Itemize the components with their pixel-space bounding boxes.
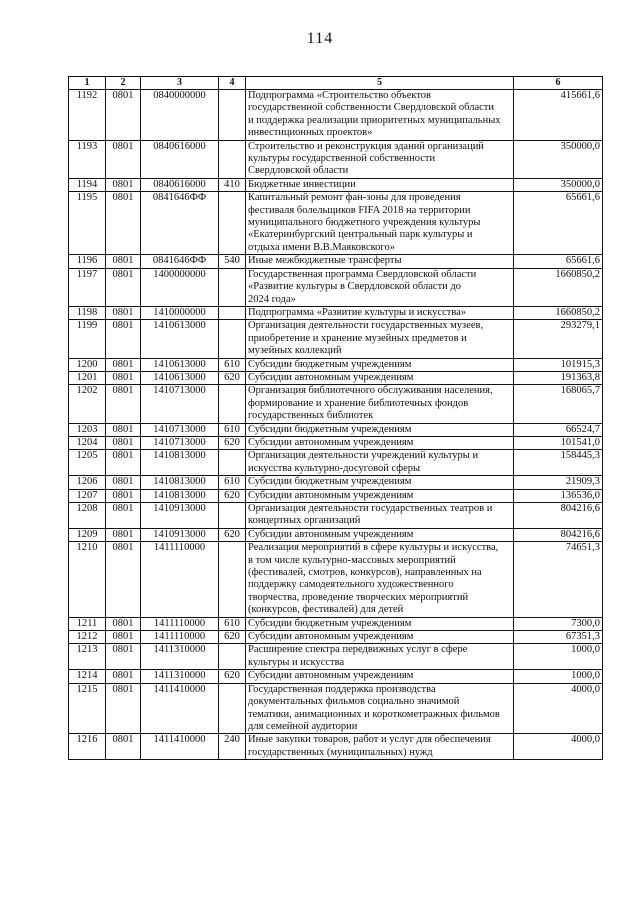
amount: 66524,7	[514, 423, 603, 436]
row-number: 1208	[69, 503, 106, 529]
expense-type-code: 620	[219, 631, 246, 644]
item-name: Государственная поддержка производства документальных фильмов социально значимой тематики, анимационных и короткометражных фильмов для семейной аудитории	[246, 683, 514, 734]
col-header-section: 2	[106, 77, 141, 90]
amount: 101915,3	[514, 358, 603, 371]
amount: 74651,3	[514, 542, 603, 617]
row-number: 1199	[69, 320, 106, 358]
expense-type-code: 410	[219, 178, 246, 191]
expense-type-code	[219, 140, 246, 178]
item-name: Бюджетные инвестиции	[246, 178, 514, 191]
section-code: 0801	[106, 436, 141, 449]
table-row	[69, 683, 603, 734]
target-article-code: 1410613000	[141, 320, 219, 358]
row-number: 1202	[69, 385, 106, 423]
expense-type-code	[219, 90, 246, 141]
col-header-target: 3	[141, 77, 219, 90]
section-code: 0801	[106, 542, 141, 617]
item-name: Субсидии бюджетным учреждениям	[246, 423, 514, 436]
target-article-code: 1410813000	[141, 450, 219, 476]
amount: 1000,0	[514, 644, 603, 670]
row-number: 1192	[69, 90, 106, 141]
table-row	[69, 320, 603, 358]
target-article-code: 1410000000	[141, 306, 219, 319]
table-row	[69, 528, 603, 541]
row-number: 1206	[69, 476, 106, 489]
expense-type-code: 610	[219, 358, 246, 371]
item-name: Организация деятельности учреждений культуры и искусства культурно-досуговой сферы	[246, 450, 514, 476]
amount: 67351,3	[514, 631, 603, 644]
expense-type-code	[219, 192, 246, 255]
budget-table	[68, 76, 603, 760]
table-row	[69, 670, 603, 683]
target-article-code: 0841646ФФ	[141, 192, 219, 255]
row-number: 1197	[69, 268, 106, 306]
section-code: 0801	[106, 450, 141, 476]
table-row	[69, 489, 603, 502]
row-number: 1198	[69, 306, 106, 319]
item-name: Строительство и реконструкция зданий организаций культуры государственной собственности Свердловской области	[246, 140, 514, 178]
amount: 804216,6	[514, 528, 603, 541]
expense-type-code: 240	[219, 734, 246, 760]
table-row	[69, 617, 603, 630]
target-article-code: 1411110000	[141, 631, 219, 644]
expense-type-code: 610	[219, 476, 246, 489]
amount: 168065,7	[514, 385, 603, 423]
row-number: 1207	[69, 489, 106, 502]
table-row	[69, 192, 603, 255]
amount: 191363,8	[514, 371, 603, 384]
col-header-amount: 6	[514, 77, 603, 90]
section-code: 0801	[106, 306, 141, 319]
section-code: 0801	[106, 358, 141, 371]
section-code: 0801	[106, 670, 141, 683]
expense-type-code: 610	[219, 617, 246, 630]
item-name: Капитальный ремонт фан-зоны для проведения фестиваля болельщиков FIFA 2018 на территории муниципального бюджетного учреждения культуры «Екатеринбургский центральный парк культуры и отдыха имени В.В.Маяковского»	[246, 192, 514, 255]
section-code: 0801	[106, 192, 141, 255]
table-row	[69, 358, 603, 371]
row-number: 1215	[69, 683, 106, 734]
item-name: Государственная программа Свердловской области «Развитие культуры в Свердловской области до 2024 года»	[246, 268, 514, 306]
row-number: 1210	[69, 542, 106, 617]
target-article-code: 1400000000	[141, 268, 219, 306]
row-number: 1212	[69, 631, 106, 644]
target-article-code: 1410613000	[141, 358, 219, 371]
item-name: Организация деятельности государственных театров и концертных организаций	[246, 503, 514, 529]
expense-type-code	[219, 306, 246, 319]
expense-type-code: 610	[219, 423, 246, 436]
target-article-code: 0840616000	[141, 178, 219, 191]
section-code: 0801	[106, 644, 141, 670]
item-name: Субсидии автономным учреждениям	[246, 631, 514, 644]
amount: 1000,0	[514, 670, 603, 683]
amount: 804216,6	[514, 503, 603, 529]
target-article-code: 1411410000	[141, 734, 219, 760]
expense-type-code	[219, 542, 246, 617]
row-number: 1211	[69, 617, 106, 630]
table-row	[69, 178, 603, 191]
expense-type-code: 620	[219, 436, 246, 449]
item-name: Подпрограмма «Строительство объектов государственной собственности Свердловской области и поддержка реализации приоритетных муниципальных инвестиционных проектов»	[246, 90, 514, 141]
amount: 415661,6	[514, 90, 603, 141]
section-code: 0801	[106, 268, 141, 306]
amount: 158445,3	[514, 450, 603, 476]
item-name: Субсидии бюджетным учреждениям	[246, 476, 514, 489]
amount: 350000,0	[514, 178, 603, 191]
item-name: Субсидии бюджетным учреждениям	[246, 617, 514, 630]
row-number: 1194	[69, 178, 106, 191]
table-row	[69, 631, 603, 644]
expense-type-code	[219, 268, 246, 306]
amount: 4000,0	[514, 683, 603, 734]
col-header-name: 5	[246, 77, 514, 90]
target-article-code: 1410913000	[141, 503, 219, 529]
expense-type-code: 620	[219, 371, 246, 384]
section-code: 0801	[106, 140, 141, 178]
amount: 136536,0	[514, 489, 603, 502]
expense-type-code	[219, 503, 246, 529]
section-code: 0801	[106, 255, 141, 268]
row-number: 1196	[69, 255, 106, 268]
section-code: 0801	[106, 476, 141, 489]
table-row	[69, 734, 603, 760]
target-article-code: 1410813000	[141, 476, 219, 489]
section-code: 0801	[106, 631, 141, 644]
target-article-code: 1410913000	[141, 528, 219, 541]
item-name: Субсидии бюджетным учреждениям	[246, 358, 514, 371]
col-header-num: 1	[69, 77, 106, 90]
row-number: 1214	[69, 670, 106, 683]
item-name: Иные межбюджетные трансферты	[246, 255, 514, 268]
target-article-code: 1411110000	[141, 617, 219, 630]
amount: 4000,0	[514, 734, 603, 760]
table-row	[69, 503, 603, 529]
table-row	[69, 140, 603, 178]
amount: 350000,0	[514, 140, 603, 178]
item-name: Организация деятельности государственных музеев, приобретение и хранение музейных предметов и музейных коллекций	[246, 320, 514, 358]
table-row	[69, 476, 603, 489]
row-number: 1203	[69, 423, 106, 436]
table-row	[69, 423, 603, 436]
row-number: 1201	[69, 371, 106, 384]
table-row	[69, 268, 603, 306]
col-header-type: 4	[219, 77, 246, 90]
section-code: 0801	[106, 178, 141, 191]
row-number: 1209	[69, 528, 106, 541]
target-article-code: 1410713000	[141, 423, 219, 436]
table-row	[69, 644, 603, 670]
row-number: 1213	[69, 644, 106, 670]
section-code: 0801	[106, 734, 141, 760]
item-name: Субсидии автономным учреждениям	[246, 489, 514, 502]
amount: 21909,3	[514, 476, 603, 489]
section-code: 0801	[106, 385, 141, 423]
section-code: 0801	[106, 90, 141, 141]
amount: 65661,6	[514, 192, 603, 255]
item-name: Реализация мероприятий в сфере культуры и искусства, в том числе культурно-массовых мероприятий (фестивалей, смотров, конкурсов), направленных на поддержку самодеятельного художественного творчества, проведение творческих мероприятий (конкурсов, фестивалей) для детей	[246, 542, 514, 617]
table-row	[69, 255, 603, 268]
amount: 101541,0	[514, 436, 603, 449]
item-name: Субсидии автономным учреждениям	[246, 528, 514, 541]
target-article-code: 1411110000	[141, 542, 219, 617]
section-code: 0801	[106, 423, 141, 436]
target-article-code: 1411310000	[141, 670, 219, 683]
section-code: 0801	[106, 320, 141, 358]
row-number: 1200	[69, 358, 106, 371]
table-row	[69, 306, 603, 319]
section-code: 0801	[106, 489, 141, 502]
section-code: 0801	[106, 528, 141, 541]
expense-type-code: 620	[219, 670, 246, 683]
expense-type-code	[219, 644, 246, 670]
amount: 293279,1	[514, 320, 603, 358]
target-article-code: 1411310000	[141, 644, 219, 670]
item-name: Организация библиотечного обслуживания населения, формирование и хранение библиотечных фондов государственных библиотек	[246, 385, 514, 423]
row-number: 1205	[69, 450, 106, 476]
target-article-code: 1410713000	[141, 385, 219, 423]
target-article-code: 0840616000	[141, 140, 219, 178]
amount: 65661,6	[514, 255, 603, 268]
item-name: Подпрограмма «Развитие культуры и искусства»	[246, 306, 514, 319]
page-number: 114	[306, 30, 334, 47]
expense-type-code: 620	[219, 528, 246, 541]
table-row	[69, 385, 603, 423]
item-name: Субсидии автономным учреждениям	[246, 670, 514, 683]
item-name: Расширение спектра передвижных услуг в сфере культуры и искусства	[246, 644, 514, 670]
table-row	[69, 90, 603, 141]
item-name: Иные закупки товаров, работ и услуг для обеспечения государственных (муниципальных) нужд	[246, 734, 514, 760]
expense-type-code: 620	[219, 489, 246, 502]
table-row	[69, 371, 603, 384]
amount: 1660850,2	[514, 306, 603, 319]
expense-type-code: 540	[219, 255, 246, 268]
row-number: 1216	[69, 734, 106, 760]
target-article-code: 1411410000	[141, 683, 219, 734]
amount: 1660850,2	[514, 268, 603, 306]
table-row	[69, 450, 603, 476]
expense-type-code	[219, 385, 246, 423]
row-number: 1193	[69, 140, 106, 178]
expense-type-code	[219, 320, 246, 358]
expense-type-code	[219, 683, 246, 734]
section-code: 0801	[106, 371, 141, 384]
target-article-code: 0840000000	[141, 90, 219, 141]
row-number: 1204	[69, 436, 106, 449]
table-row	[69, 542, 603, 617]
row-number: 1195	[69, 192, 106, 255]
amount: 7300,0	[514, 617, 603, 630]
table-header-row	[69, 77, 603, 90]
table-row	[69, 436, 603, 449]
section-code: 0801	[106, 503, 141, 529]
item-name: Субсидии автономным учреждениям	[246, 436, 514, 449]
target-article-code: 1410813000	[141, 489, 219, 502]
item-name: Субсидии автономным учреждениям	[246, 371, 514, 384]
target-article-code: 0841646ФФ	[141, 255, 219, 268]
target-article-code: 1410713000	[141, 436, 219, 449]
target-article-code: 1410613000	[141, 371, 219, 384]
section-code: 0801	[106, 617, 141, 630]
expense-type-code	[219, 450, 246, 476]
section-code: 0801	[106, 683, 141, 734]
